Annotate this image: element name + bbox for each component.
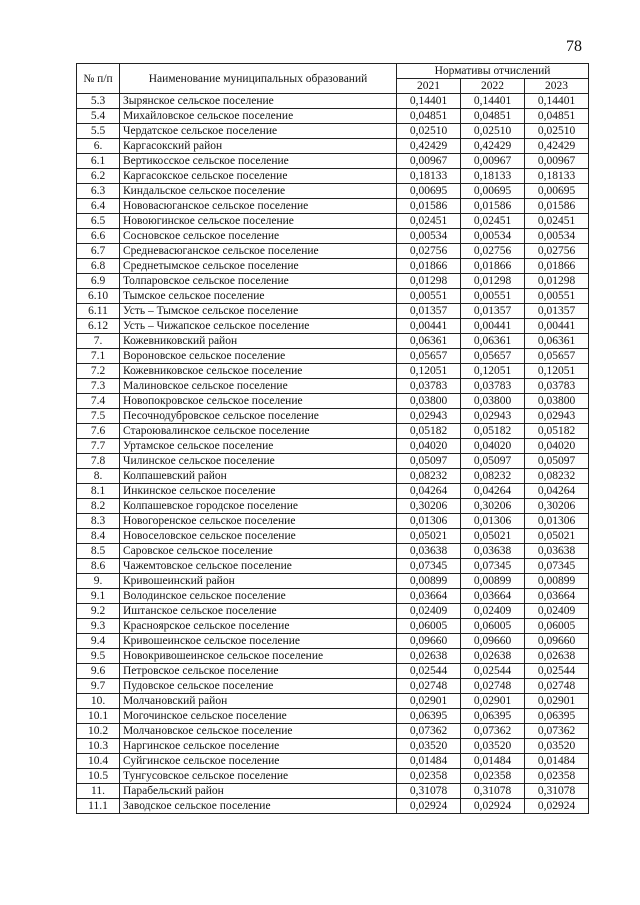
row-value-2023: 0,00967	[525, 154, 589, 169]
row-number: 11.	[77, 784, 120, 799]
row-value-2021: 0,02638	[397, 649, 461, 664]
table-row	[77, 274, 589, 289]
row-value-2023: 0,02358	[525, 769, 589, 784]
table-row	[77, 559, 589, 574]
row-name: Каргасокский район	[120, 139, 397, 154]
row-value-2023: 0,12051	[525, 364, 589, 379]
row-name: Киндальское сельское поселение	[120, 184, 397, 199]
row-name: Кривошеинский район	[120, 574, 397, 589]
row-name: Кривошеинское сельское поселение	[120, 634, 397, 649]
row-value-2022: 0,03664	[461, 589, 525, 604]
table-row	[77, 724, 589, 739]
row-value-2023: 0,02756	[525, 244, 589, 259]
row-value-2021: 0,30206	[397, 499, 461, 514]
row-number: 7.1	[77, 349, 120, 364]
row-name: Кожевниковский район	[120, 334, 397, 349]
row-value-2023: 0,01357	[525, 304, 589, 319]
row-value-2023: 0,04020	[525, 439, 589, 454]
row-value-2021: 0,04020	[397, 439, 461, 454]
row-value-2021: 0,09660	[397, 634, 461, 649]
table-row	[77, 94, 589, 109]
row-value-2021: 0,03638	[397, 544, 461, 559]
row-value-2022: 0,02748	[461, 679, 525, 694]
row-number: 5.4	[77, 109, 120, 124]
row-value-2022: 0,30206	[461, 499, 525, 514]
row-value-2023: 0,00534	[525, 229, 589, 244]
row-value-2021: 0,42429	[397, 139, 461, 154]
row-name: Среднетымское сельское поселение	[120, 259, 397, 274]
table-row	[77, 244, 589, 259]
table-row	[77, 259, 589, 274]
row-name: Новоюгинское сельское поселение	[120, 214, 397, 229]
table-row	[77, 604, 589, 619]
table-row	[77, 499, 589, 514]
row-value-2022: 0,00967	[461, 154, 525, 169]
row-number: 6.3	[77, 184, 120, 199]
row-value-2021: 0,01357	[397, 304, 461, 319]
row-value-2023: 0,02510	[525, 124, 589, 139]
row-value-2023: 0,31078	[525, 784, 589, 799]
table-row	[77, 424, 589, 439]
table-row	[77, 394, 589, 409]
row-value-2021: 0,02943	[397, 409, 461, 424]
norms-table	[76, 63, 589, 814]
table-row	[77, 229, 589, 244]
table-row	[77, 679, 589, 694]
table-row	[77, 379, 589, 394]
row-value-2021: 0,03520	[397, 739, 461, 754]
row-name: Новопокровское сельское поселение	[120, 394, 397, 409]
row-value-2021: 0,06395	[397, 709, 461, 724]
table-row	[77, 409, 589, 424]
row-value-2023: 0,03520	[525, 739, 589, 754]
row-number: 7.4	[77, 394, 120, 409]
row-value-2022: 0,06361	[461, 334, 525, 349]
table-row	[77, 769, 589, 784]
row-name: Новогоренское сельское поселение	[120, 514, 397, 529]
header-year: 2021	[397, 79, 461, 94]
row-value-2021: 0,00899	[397, 574, 461, 589]
row-value-2023: 0,03638	[525, 544, 589, 559]
row-value-2023: 0,08232	[525, 469, 589, 484]
row-value-2021: 0,06361	[397, 334, 461, 349]
table-row	[77, 304, 589, 319]
row-name: Песочнодубровское сельское поселение	[120, 409, 397, 424]
row-name: Толпаровское сельское поселение	[120, 274, 397, 289]
row-name: Молчановское сельское поселение	[120, 724, 397, 739]
table-row	[77, 214, 589, 229]
row-value-2023: 0,03800	[525, 394, 589, 409]
row-name: Новокривошеинское сельское поселение	[120, 649, 397, 664]
row-value-2021: 0,00534	[397, 229, 461, 244]
row-number: 7.5	[77, 409, 120, 424]
row-value-2022: 0,04851	[461, 109, 525, 124]
row-number: 10.3	[77, 739, 120, 754]
row-value-2022: 0,05097	[461, 454, 525, 469]
table-row	[77, 109, 589, 124]
row-number: 8.6	[77, 559, 120, 574]
table-row	[77, 754, 589, 769]
row-value-2022: 0,02901	[461, 694, 525, 709]
row-value-2023: 0,01586	[525, 199, 589, 214]
row-value-2021: 0,14401	[397, 94, 461, 109]
row-value-2023: 0,30206	[525, 499, 589, 514]
row-name: Староювалинское сельское поселение	[120, 424, 397, 439]
row-value-2023: 0,01484	[525, 754, 589, 769]
row-value-2021: 0,00695	[397, 184, 461, 199]
header-year: 2023	[525, 79, 589, 94]
row-value-2023: 0,02748	[525, 679, 589, 694]
row-value-2023: 0,01866	[525, 259, 589, 274]
row-number: 7.3	[77, 379, 120, 394]
row-value-2023: 0,03783	[525, 379, 589, 394]
row-value-2022: 0,07345	[461, 559, 525, 574]
row-value-2022: 0,05182	[461, 424, 525, 439]
row-number: 10.	[77, 694, 120, 709]
table-row	[77, 139, 589, 154]
header-group: Нормативы отчислений	[397, 64, 589, 79]
row-name: Средневасюганское сельское поселение	[120, 244, 397, 259]
row-number: 7.2	[77, 364, 120, 379]
table-row	[77, 184, 589, 199]
header-num: № п/п	[77, 64, 120, 94]
row-number: 7.7	[77, 439, 120, 454]
table-row	[77, 199, 589, 214]
row-value-2021: 0,05097	[397, 454, 461, 469]
table-row	[77, 469, 589, 484]
table-body	[77, 94, 589, 814]
row-value-2021: 0,02901	[397, 694, 461, 709]
row-value-2021: 0,02358	[397, 769, 461, 784]
row-value-2021: 0,00967	[397, 154, 461, 169]
table-row	[77, 334, 589, 349]
row-name: Вороновское сельское поселение	[120, 349, 397, 364]
row-value-2022: 0,00695	[461, 184, 525, 199]
row-value-2023: 0,04264	[525, 484, 589, 499]
row-value-2022: 0,00899	[461, 574, 525, 589]
row-value-2023: 0,05182	[525, 424, 589, 439]
row-value-2022: 0,03800	[461, 394, 525, 409]
row-value-2023: 0,09660	[525, 634, 589, 649]
row-name: Суйгинское сельское поселение	[120, 754, 397, 769]
row-value-2022: 0,03520	[461, 739, 525, 754]
row-name: Колпашевский район	[120, 469, 397, 484]
row-name: Могочинское сельское поселение	[120, 709, 397, 724]
row-value-2023: 0,18133	[525, 169, 589, 184]
row-name: Усть – Чижапское сельское поселение	[120, 319, 397, 334]
row-value-2022: 0,02638	[461, 649, 525, 664]
row-value-2022: 0,02924	[461, 799, 525, 814]
row-number: 8.1	[77, 484, 120, 499]
row-value-2021: 0,02451	[397, 214, 461, 229]
table-row	[77, 484, 589, 499]
row-value-2023: 0,06005	[525, 619, 589, 634]
table-row	[77, 664, 589, 679]
row-value-2022: 0,05657	[461, 349, 525, 364]
row-number: 6.12	[77, 319, 120, 334]
row-value-2022: 0,01586	[461, 199, 525, 214]
table-row	[77, 364, 589, 379]
row-name: Володинское сельское поселение	[120, 589, 397, 604]
row-value-2022: 0,05021	[461, 529, 525, 544]
table-row	[77, 739, 589, 754]
row-number: 5.5	[77, 124, 120, 139]
row-number: 7.6	[77, 424, 120, 439]
table-row	[77, 349, 589, 364]
table-row	[77, 514, 589, 529]
table-row	[77, 529, 589, 544]
row-value-2021: 0,01306	[397, 514, 461, 529]
row-value-2023: 0,07345	[525, 559, 589, 574]
row-value-2022: 0,01866	[461, 259, 525, 274]
row-number: 8.4	[77, 529, 120, 544]
row-value-2021: 0,02544	[397, 664, 461, 679]
row-value-2022: 0,02943	[461, 409, 525, 424]
row-name: Чердатское сельское поселение	[120, 124, 397, 139]
row-value-2021: 0,02924	[397, 799, 461, 814]
row-value-2023: 0,00441	[525, 319, 589, 334]
row-name: Заводское сельское поселение	[120, 799, 397, 814]
row-value-2023: 0,02638	[525, 649, 589, 664]
row-value-2022: 0,02544	[461, 664, 525, 679]
row-value-2021: 0,07345	[397, 559, 461, 574]
row-name: Саровское сельское поселение	[120, 544, 397, 559]
row-value-2022: 0,14401	[461, 94, 525, 109]
row-value-2022: 0,03783	[461, 379, 525, 394]
row-name: Новоселовское сельское поселение	[120, 529, 397, 544]
row-value-2022: 0,04264	[461, 484, 525, 499]
row-number: 10.1	[77, 709, 120, 724]
row-name: Нововасюганское сельское поселение	[120, 199, 397, 214]
row-number: 10.4	[77, 754, 120, 769]
row-value-2023: 0,02409	[525, 604, 589, 619]
row-value-2023: 0,04851	[525, 109, 589, 124]
row-number: 6.6	[77, 229, 120, 244]
row-number: 8.5	[77, 544, 120, 559]
row-number: 9.3	[77, 619, 120, 634]
row-value-2021: 0,01298	[397, 274, 461, 289]
row-value-2023: 0,03664	[525, 589, 589, 604]
row-value-2021: 0,06005	[397, 619, 461, 634]
row-value-2023: 0,02451	[525, 214, 589, 229]
row-value-2021: 0,00441	[397, 319, 461, 334]
row-value-2021: 0,03664	[397, 589, 461, 604]
row-value-2021: 0,05657	[397, 349, 461, 364]
row-number: 7.	[77, 334, 120, 349]
row-number: 11.1	[77, 799, 120, 814]
row-number: 9.7	[77, 679, 120, 694]
row-number: 10.5	[77, 769, 120, 784]
row-value-2022: 0,02409	[461, 604, 525, 619]
row-name: Кожевниковское сельское поселение	[120, 364, 397, 379]
row-value-2021: 0,31078	[397, 784, 461, 799]
table-row	[77, 694, 589, 709]
row-value-2022: 0,04020	[461, 439, 525, 454]
row-value-2022: 0,02358	[461, 769, 525, 784]
row-value-2022: 0,01298	[461, 274, 525, 289]
row-value-2021: 0,05021	[397, 529, 461, 544]
row-number: 10.2	[77, 724, 120, 739]
row-name: Чилинское сельское поселение	[120, 454, 397, 469]
row-value-2022: 0,06395	[461, 709, 525, 724]
row-number: 6.10	[77, 289, 120, 304]
row-value-2022: 0,06005	[461, 619, 525, 634]
row-value-2022: 0,01306	[461, 514, 525, 529]
row-number: 9.6	[77, 664, 120, 679]
row-value-2022: 0,12051	[461, 364, 525, 379]
row-value-2022: 0,00441	[461, 319, 525, 334]
row-number: 8.2	[77, 499, 120, 514]
row-name: Пудовское сельское поселение	[120, 679, 397, 694]
row-name: Колпашевское городское поселение	[120, 499, 397, 514]
row-name: Тымское сельское поселение	[120, 289, 397, 304]
row-value-2021: 0,05182	[397, 424, 461, 439]
row-value-2022: 0,18133	[461, 169, 525, 184]
row-name: Усть – Тымское сельское поселение	[120, 304, 397, 319]
row-number: 5.3	[77, 94, 120, 109]
row-number: 6.	[77, 139, 120, 154]
row-value-2023: 0,05097	[525, 454, 589, 469]
row-name: Сосновское сельское поселение	[120, 229, 397, 244]
table-row	[77, 169, 589, 184]
row-number: 6.11	[77, 304, 120, 319]
row-value-2023: 0,42429	[525, 139, 589, 154]
row-value-2023: 0,01306	[525, 514, 589, 529]
table-row	[77, 574, 589, 589]
table-row	[77, 289, 589, 304]
row-value-2023: 0,05021	[525, 529, 589, 544]
row-value-2021: 0,00551	[397, 289, 461, 304]
table-row	[77, 439, 589, 454]
row-value-2022: 0,03638	[461, 544, 525, 559]
row-number: 9.1	[77, 589, 120, 604]
row-value-2022: 0,00551	[461, 289, 525, 304]
row-name: Каргасокское сельское поселение	[120, 169, 397, 184]
row-number: 8.3	[77, 514, 120, 529]
row-name: Инкинское сельское поселение	[120, 484, 397, 499]
row-name: Зырянское сельское поселение	[120, 94, 397, 109]
row-value-2022: 0,00534	[461, 229, 525, 244]
row-value-2022: 0,08232	[461, 469, 525, 484]
row-value-2021: 0,01484	[397, 754, 461, 769]
row-number: 6.4	[77, 199, 120, 214]
row-number: 6.1	[77, 154, 120, 169]
row-number: 6.5	[77, 214, 120, 229]
table-row	[77, 709, 589, 724]
row-value-2021: 0,07362	[397, 724, 461, 739]
table-row	[77, 784, 589, 799]
row-name: Молчановский район	[120, 694, 397, 709]
row-value-2023: 0,02544	[525, 664, 589, 679]
row-name: Малиновское сельское поселение	[120, 379, 397, 394]
row-value-2023: 0,02924	[525, 799, 589, 814]
table-row	[77, 319, 589, 334]
row-value-2022: 0,02451	[461, 214, 525, 229]
row-value-2023: 0,06361	[525, 334, 589, 349]
row-value-2021: 0,03800	[397, 394, 461, 409]
row-value-2023: 0,02901	[525, 694, 589, 709]
row-name: Иштанское сельское поселение	[120, 604, 397, 619]
row-name: Чажемтовское сельское поселение	[120, 559, 397, 574]
table-row	[77, 634, 589, 649]
table-row	[77, 619, 589, 634]
table-row	[77, 544, 589, 559]
row-number: 9.2	[77, 604, 120, 619]
row-value-2023: 0,00695	[525, 184, 589, 199]
row-value-2023: 0,06395	[525, 709, 589, 724]
row-value-2021: 0,02510	[397, 124, 461, 139]
row-value-2021: 0,08232	[397, 469, 461, 484]
row-name: Вертикосское сельское поселение	[120, 154, 397, 169]
header-year: 2022	[461, 79, 525, 94]
table-row	[77, 649, 589, 664]
row-value-2021: 0,04851	[397, 109, 461, 124]
row-name: Красноярское сельское поселение	[120, 619, 397, 634]
row-value-2022: 0,31078	[461, 784, 525, 799]
row-number: 7.8	[77, 454, 120, 469]
row-value-2021: 0,18133	[397, 169, 461, 184]
table-row	[77, 154, 589, 169]
table-row	[77, 124, 589, 139]
table-row	[77, 589, 589, 604]
row-value-2023: 0,00899	[525, 574, 589, 589]
row-number: 6.8	[77, 259, 120, 274]
row-value-2021: 0,04264	[397, 484, 461, 499]
row-value-2021: 0,02409	[397, 604, 461, 619]
row-value-2022: 0,02510	[461, 124, 525, 139]
row-number: 6.7	[77, 244, 120, 259]
row-value-2021: 0,12051	[397, 364, 461, 379]
row-number: 9.4	[77, 634, 120, 649]
row-value-2021: 0,02756	[397, 244, 461, 259]
row-value-2023: 0,07362	[525, 724, 589, 739]
row-number: 6.9	[77, 274, 120, 289]
row-number: 9.5	[77, 649, 120, 664]
row-value-2022: 0,42429	[461, 139, 525, 154]
row-value-2023: 0,14401	[525, 94, 589, 109]
row-name: Наргинское сельское поселение	[120, 739, 397, 754]
row-value-2021: 0,01866	[397, 259, 461, 274]
row-number: 9.	[77, 574, 120, 589]
row-value-2023: 0,05657	[525, 349, 589, 364]
row-value-2021: 0,01586	[397, 199, 461, 214]
row-value-2023: 0,00551	[525, 289, 589, 304]
header-name: Наименование муниципальных образований	[120, 64, 397, 94]
row-number: 8.	[77, 469, 120, 484]
row-value-2021: 0,02748	[397, 679, 461, 694]
row-value-2022: 0,02756	[461, 244, 525, 259]
page-number: 78	[566, 38, 582, 55]
row-value-2023: 0,02943	[525, 409, 589, 424]
table-row	[77, 799, 589, 814]
row-name: Уртамское сельское поселение	[120, 439, 397, 454]
table-row	[77, 454, 589, 469]
row-value-2022: 0,01357	[461, 304, 525, 319]
row-value-2022: 0,01484	[461, 754, 525, 769]
row-number: 6.2	[77, 169, 120, 184]
row-value-2022: 0,09660	[461, 634, 525, 649]
row-name: Петровское сельское поселение	[120, 664, 397, 679]
row-value-2021: 0,03783	[397, 379, 461, 394]
row-name: Тунгусовское сельское поселение	[120, 769, 397, 784]
row-value-2022: 0,07362	[461, 724, 525, 739]
row-value-2023: 0,01298	[525, 274, 589, 289]
row-name: Михайловское сельское поселение	[120, 109, 397, 124]
row-name: Парабельский район	[120, 784, 397, 799]
